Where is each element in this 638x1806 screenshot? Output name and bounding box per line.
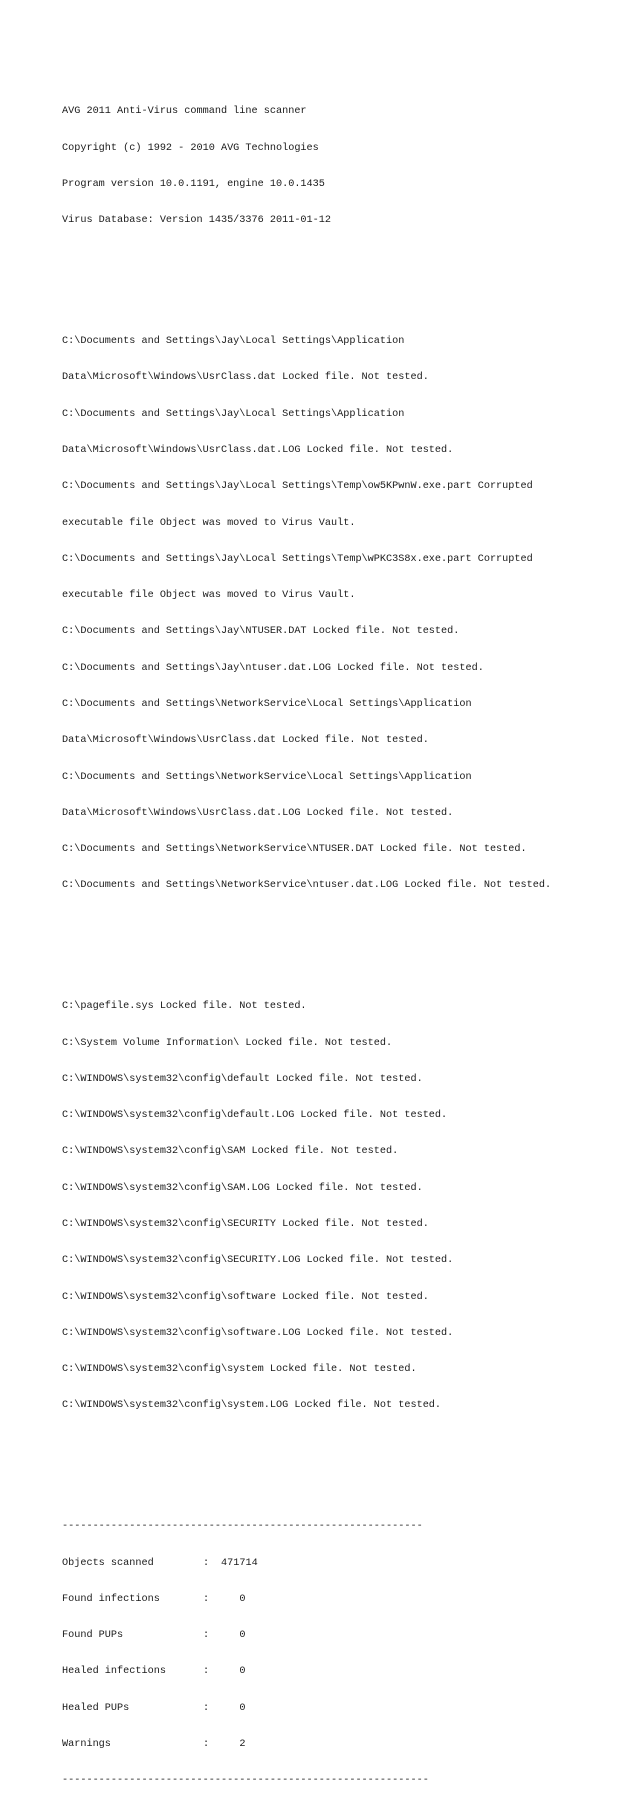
log-line: executable file Object was moved to Virus Vault. [62, 590, 356, 602]
log-line: C:\Documents and Settings\Jay\Local Settings\Temp\ow5KPwnW.exe.part Corrupted [62, 481, 533, 493]
log-line: C:\System Volume Information\ Locked file. Not tested. [62, 1037, 393, 1049]
log-line: C:\Documents and Settings\Jay\NTUSER.DAT Locked file. Not tested. [62, 626, 460, 638]
header-line: Virus Database: Version 1435/3376 2011-01-12 [62, 215, 331, 227]
summary-colon: : [203, 1739, 210, 1751]
summary-label: Healed infections [62, 1666, 166, 1678]
log-line: C:\WINDOWS\system32\config\default Locked file. Not tested. [62, 1073, 423, 1085]
report-header [62, 82, 622, 251]
summary-row-found-infections [62, 1594, 622, 1606]
summary-value: 0 [221, 1666, 246, 1678]
summary-colon: : [203, 1557, 210, 1569]
summary-row-healed-infections [62, 1666, 622, 1678]
log-line: Data\Microsoft\Windows\UsrClass.dat.LOG Locked file. Not tested. [62, 807, 454, 819]
log-line: C:\WINDOWS\system32\config\software Locked file. Not tested. [62, 1291, 429, 1303]
header-line: AVG 2011 Anti-Virus command line scanner [62, 106, 307, 118]
divider-top: ----------------------------------------------------------- [62, 1521, 423, 1533]
spacer [62, 941, 622, 953]
summary-label: Healed PUPs [62, 1702, 130, 1714]
log-line: C:\WINDOWS\system32\config\SAM.LOG Locked file. Not tested. [62, 1182, 423, 1194]
summary-colon: : [203, 1593, 210, 1605]
summary-value: 2 [221, 1739, 246, 1751]
summary-value: 0 [221, 1630, 246, 1642]
user-files-section [62, 312, 622, 917]
log-line: Data\Microsoft\Windows\UsrClass.dat.LOG Locked file. Not tested. [62, 445, 454, 456]
log-line: C:\Documents and Settings\Jay\Local Settings\Application [62, 336, 405, 348]
log-line: C:\Documents and Settings\NetworkService\ntuser.dat.LOG Locked file. Not tested. [62, 880, 552, 892]
spacer [62, 1461, 622, 1473]
scan-report [62, 58, 622, 1806]
log-line: Data\Microsoft\Windows\UsrClass.dat Locked file. Not tested. [62, 372, 429, 384]
header-line: Copyright (c) 1992 - 2010 AVG Technologies [62, 142, 319, 154]
log-line: C:\WINDOWS\system32\config\SECURITY Locked file. Not tested. [62, 1219, 429, 1230]
log-line: C:\Documents and Settings\Jay\ntuser.dat.LOG Locked file. Not tested. [62, 662, 484, 674]
log-line: C:\pagefile.sys Locked file. Not tested. [62, 1001, 307, 1013]
log-line: Data\Microsoft\Windows\UsrClass.dat Locked file. Not tested. [62, 735, 429, 747]
summary-value: 471714 [221, 1557, 258, 1569]
scan-summary [62, 1497, 622, 1806]
divider-bottom: ------------------------------------------------------------ [62, 1775, 429, 1787]
log-line: C:\Documents and Settings\NetworkService\Local Settings\Application [62, 698, 472, 710]
log-line: C:\WINDOWS\system32\config\system.LOG Locked file. Not tested. [62, 1400, 442, 1412]
log-line: C:\Documents and Settings\Jay\Local Settings\Temp\wPKC3S8x.exe.part Corrupted [62, 553, 533, 565]
summary-row-objects-scanned [62, 1558, 622, 1570]
system-files-section [62, 977, 622, 1437]
log-line: C:\WINDOWS\system32\config\SAM Locked file. Not tested. [62, 1146, 399, 1158]
summary-value: 0 [221, 1593, 246, 1605]
log-line: C:\WINDOWS\system32\config\default.LOG Locked file. Not tested. [62, 1110, 448, 1122]
summary-row-found-pups [62, 1630, 622, 1642]
summary-value: 0 [221, 1702, 246, 1714]
spacer [62, 276, 622, 288]
log-line: C:\WINDOWS\system32\config\software.LOG Locked file. Not tested. [62, 1327, 454, 1339]
log-line: C:\Documents and Settings\Jay\Local Settings\Application [62, 408, 405, 420]
summary-label: Objects scanned [62, 1557, 154, 1569]
summary-label: Warnings [62, 1739, 111, 1751]
log-line: C:\Documents and Settings\NetworkService\Local Settings\Application [62, 771, 472, 783]
log-line: C:\Documents and Settings\NetworkService\NTUSER.DAT Locked file. Not tested. [62, 844, 527, 856]
summary-colon: : [203, 1630, 210, 1642]
log-line: C:\WINDOWS\system32\config\SECURITY.LOG Locked file. Not tested. [62, 1255, 454, 1267]
log-line: C:\WINDOWS\system32\config\system Locked file. Not tested. [62, 1364, 417, 1376]
summary-row-healed-pups [62, 1703, 622, 1715]
summary-label: Found infections [62, 1593, 160, 1605]
summary-row-warnings [62, 1739, 622, 1751]
summary-colon: : [203, 1702, 210, 1714]
summary-label: Found PUPs [62, 1630, 124, 1642]
header-line: Program version 10.0.1191, engine 10.0.1435 [62, 178, 325, 190]
summary-colon: : [203, 1666, 210, 1678]
log-line: executable file Object was moved to Virus Vault. [62, 517, 356, 529]
